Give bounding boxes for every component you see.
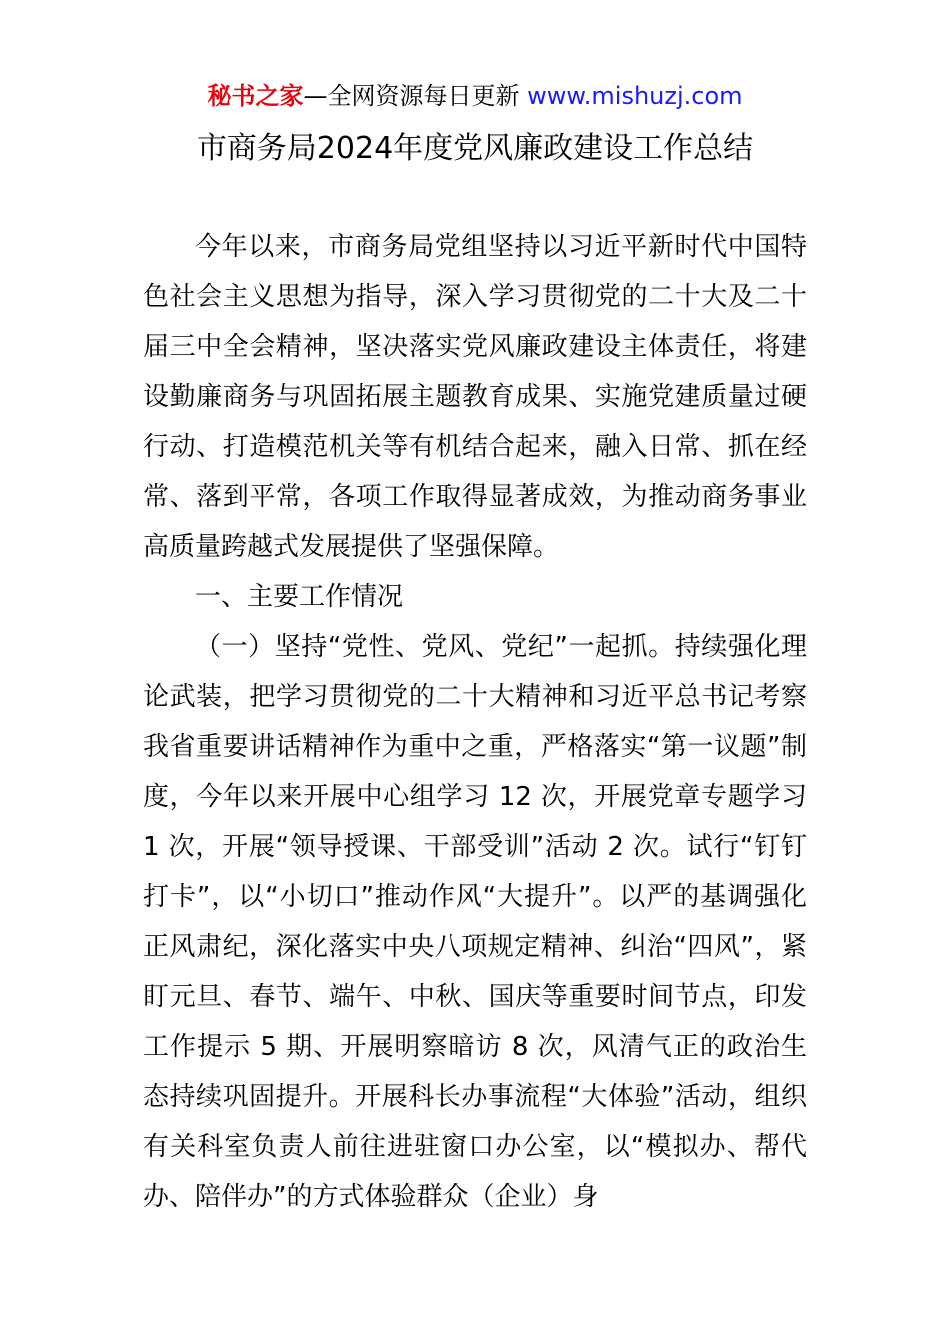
site-url: www.mishuzj.com (527, 82, 743, 110)
brand-name: 秘书之家 (207, 82, 304, 110)
document-body (143, 222, 807, 1222)
header-tagline: —全网资源每日更新 (303, 82, 528, 110)
section-heading: 一、主要工作情况 (195, 582, 404, 612)
document-title: 市商务局2024年度党风廉政建设工作总结 (196, 131, 754, 166)
site-header (0, 80, 950, 112)
subsection-paragraph: （一）坚持“党性、党风、党纪”一起抓。持续强化理论武装，把学习贯彻党的二十大精神和习近平总书记考察我省重要讲话精神作为重中之重，严格落实“第一议题”制度，今年以来开展中心组学习 12 次，开展党章专题学习 1 次，开展“领导授课、干部受训”活动 2 次。试行“钉钉打卡”，以“小切口”推动作风“大提升”。以严的基调强化正风肃纪，深化落实中央八项规定精神、纠治“四风”，紧盯元旦、春节、端午、中秋、国庆等重要时间节点，印发工作提示 5 期、开展明察暗访 8 次，风清气正的政治生态持续巩固提升。开展科长办事流程“大体验”活动，组织有关科室负责人前往进驻窗口办公室，以“模拟办、帮代办、陪伴办”的方式体验群众（企业）身 (143, 632, 807, 1212)
intro-paragraph: 今年以来，市商务局党组坚持以习近平新时代中国特色社会主义思想为指导，深入学习贯彻党的二十大及二十届三中全会精神，坚决落实党风廉政建设主体责任，将建设勤廉商务与巩固拓展主题教育成果、实施党建质量过硬行动、打造模范机关等有机结合起来，融入日常、抓在经常、落到平常，各项工作取得显著成效，为推动商务事业高质量跨越式发展提供了坚强保障。 (143, 232, 807, 562)
